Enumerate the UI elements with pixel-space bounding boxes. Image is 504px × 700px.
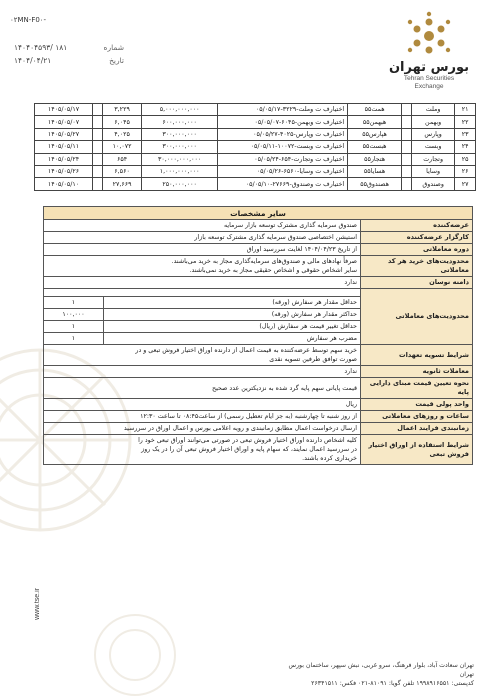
- spacer: [92, 165, 102, 177]
- spacer: [92, 141, 102, 153]
- row-number: ۲۷: [455, 178, 476, 190]
- broker-value: استیشن اختصاصی صندوق سرمایه گذاری مشترک توسعه بازار: [44, 232, 361, 244]
- broker-label: کارگزار عرضه‌کننده: [361, 232, 473, 244]
- row-number: ۲۱: [455, 104, 476, 116]
- spacer: [402, 165, 412, 177]
- logo-english-line-2: Exchange: [414, 83, 444, 90]
- other-specs-table: [43, 206, 473, 465]
- option-code: اختیارف ت وصندوق-۲۷۶۶۹-۰۵/۰۵/۱۰: [218, 178, 348, 190]
- settle-value-line-1: خرید سهم توسط عرضه‌کننده به قیمت اعمال از دارنده اوراق اختیار فروش تبعی و در: [135, 347, 357, 354]
- strike-price: ۶,۰۴۵: [102, 116, 141, 128]
- spacer: [402, 141, 412, 153]
- limit-text: حداکثر مقدار هر سفارش (ورقه): [104, 309, 361, 321]
- number-value: ۱۸۱ /۱۴۰۴۰۴۵۹۳: [14, 43, 68, 52]
- option-symbol: هپارس۵۵: [348, 128, 402, 140]
- underlying-symbol: وبست: [412, 141, 455, 153]
- spacer: [92, 153, 102, 165]
- footer-address: تهران سعادت آباد، بلوار فرهنگ، سرو غربی، نبش سپهر، ساختمان بورس تهران: [288, 662, 474, 678]
- table-row: [35, 178, 476, 190]
- tse-emblem-icon: [403, 10, 455, 58]
- contract-size: ۲۵۰,۰۰۰,۰۰۰: [142, 178, 218, 190]
- currency-label: واحد پولی قیمت: [361, 399, 473, 411]
- underlying-symbol: وتجارت: [412, 153, 455, 165]
- option-code: اختیارف ت وبست-۱۰۰۷۲-۰۵/۰۵/۱۱: [218, 141, 348, 153]
- limit-text: مضرب هر سفارش: [104, 333, 361, 345]
- expiry-date: ۱۴۰۵/۰۵/۲۷: [35, 128, 93, 140]
- expiry-date: ۱۴۰۵/۰۵/۲۶: [35, 165, 93, 177]
- hours-label: ساعات و روزهای معاملاتی: [361, 411, 473, 423]
- spacer: [402, 153, 412, 165]
- limit-text: حداقل مقدار هر سفارش (ورقه): [104, 297, 361, 309]
- table-row: [35, 141, 476, 153]
- expiry-date: ۱۴۰۵/۰۵/۱۷: [35, 104, 93, 116]
- spacer: [402, 178, 412, 190]
- underlying-symbol: وبهمن: [412, 116, 455, 128]
- use-label: شرایط استفاده از اوراق اختیار فروش تبعی: [361, 435, 473, 465]
- contract-size: ۶۰۰,۰۰۰,۰۰۰: [142, 116, 218, 128]
- exercise-label: زمانبندی فرایند اعمال: [361, 423, 473, 435]
- base-price-label: نحوه تعیین قیمت مبنای دارایی پایه: [361, 378, 473, 399]
- expiry-date: ۱۴۰۵/۰۵/۲۴: [35, 153, 93, 165]
- hours-value: از روز شنبه تا چهارشنبه (به جز ایام تعطیل رسمی) از ساعت۰۸:۴۵ تا ساعت ۱۲:۳۰: [44, 411, 361, 423]
- option-code: اختیارف ت وبهمن-۶۰۴۵-۰۵/۰۵/۰۷: [218, 116, 348, 128]
- contract-size: ۳۰,۰۰۰,۰۰۰,۰۰۰: [142, 153, 218, 165]
- option-symbol: همت۵۵: [348, 104, 402, 116]
- use-value-line-3: خریداری کرده باشند.: [302, 455, 357, 462]
- letter-header: [0, 0, 504, 110]
- spacer: [402, 116, 412, 128]
- watermark-ornament-small: [90, 610, 180, 700]
- tick-value: ندارد: [44, 277, 361, 289]
- issuer-label: عرضه‌کننده: [361, 220, 473, 232]
- buyers-value-line-2: سایر اشخاص حقوقی و اشخاص حقیقی مجاز به خرید نمی‌باشند.: [189, 267, 357, 274]
- period-label: دوره معاملاتی: [361, 244, 473, 256]
- contract-size: ۳۰۰,۰۰۰,۰۰۰: [142, 141, 218, 153]
- currency-value: ریال: [44, 399, 361, 411]
- exercise-value: ارسال درخواست اعمال مطابق زمانبندی و رویه اعلامی بورس و اعمال اوراق در سررسید: [44, 423, 361, 435]
- settle-value: [44, 345, 361, 366]
- reference-code: ۰۲MN-F0۰-: [10, 16, 47, 24]
- date-value: ۱۴۰۴/۰۴/۲۱: [14, 56, 52, 65]
- underlying-symbol: وملت: [412, 104, 455, 116]
- underlying-symbol: وپارس: [412, 128, 455, 140]
- contract-size: ۳۰۰,۰۰۰,۰۰۰: [142, 128, 218, 140]
- underlying-symbol: وسایا: [412, 165, 455, 177]
- use-value-line-1: کلیه اشخاص دارنده اوراق اختیار فروش تبعی در صورتی می‌توانند اوراق تبعی خود را: [138, 437, 357, 444]
- date-label: تاریخ: [109, 56, 124, 65]
- table-row: [35, 116, 476, 128]
- website-url: www.tse.ir: [34, 588, 41, 620]
- secondary-value: ندارد: [44, 366, 361, 378]
- limit-text: حداقل تغییر قیمت هر سفارش (ریال): [104, 321, 361, 333]
- buyers-value: [44, 256, 361, 277]
- logo-persian-name: بورس تهران: [388, 60, 470, 75]
- option-symbol: هسایا۵۵: [348, 165, 402, 177]
- expiry-date: ۱۴۰۵/۰۵/۱۰: [35, 178, 93, 190]
- option-symbol: هتجار۵۵: [348, 153, 402, 165]
- strike-price: ۶۵۴: [102, 153, 141, 165]
- option-code: اختیارف ت وسایا-۶۵۶۰-۰۵/۰۵/۲۶: [218, 165, 348, 177]
- row-number: ۲۳: [455, 128, 476, 140]
- row-number: ۲۵: [455, 153, 476, 165]
- limit-value: ۱۰۰,۰۰۰: [44, 309, 104, 321]
- option-code: اختیارف ت وملت-۳۲۲۹-۰۵/۰۵/۱۷: [218, 104, 348, 116]
- table-row: [35, 104, 476, 116]
- strike-price: ۶,۵۶۰: [102, 165, 141, 177]
- buyers-label: محدودیت‌های خرید هر کد معاملاتی: [361, 256, 473, 277]
- option-symbol: هبهمن۵۵: [348, 116, 402, 128]
- instruments-table: [34, 103, 476, 191]
- option-code: اختیارف ت وپارس-۴۰۲۵-۰۵/۰۵/۲۷: [218, 128, 348, 140]
- underlying-symbol: وصندوق: [412, 178, 455, 190]
- option-symbol: هصندوق۵۵: [348, 178, 402, 190]
- option-symbol: هبست۵۵: [348, 141, 402, 153]
- strike-price: ۱۰,۰۷۲: [102, 141, 141, 153]
- limit-value: ۱: [44, 321, 104, 333]
- table-row: [35, 153, 476, 165]
- spacer: [402, 104, 412, 116]
- tse-logo: [384, 10, 474, 105]
- base-price-value: قیمت پایانی سهم پایه گرد شده به نزدیکترین عدد صحیح: [44, 378, 361, 399]
- row-number: ۲۲: [455, 116, 476, 128]
- option-code: اختیارف ت وتجارت-۶۵۴-۰۵/۰۵/۲۴: [218, 153, 348, 165]
- table-row: [35, 165, 476, 177]
- limit-value: ۱: [44, 333, 104, 345]
- row-number: ۲۶: [455, 165, 476, 177]
- spacer: [92, 104, 102, 116]
- spacer: [402, 128, 412, 140]
- letter-meta: [14, 41, 124, 67]
- secondary-label: معاملات ثانویه: [361, 366, 473, 378]
- contract-size: ۱,۰۰۰,۰۰۰,۰۰۰: [142, 165, 218, 177]
- table-row: [35, 128, 476, 140]
- strike-price: ۴,۰۲۵: [102, 128, 141, 140]
- contract-size: ۵,۰۰۰,۰۰۰,۰۰۰: [142, 104, 218, 116]
- spacer: [92, 178, 102, 190]
- expiry-date: ۱۴۰۵/۰۵/۱۱: [35, 141, 93, 153]
- specs-title: سایر مشخصات: [44, 207, 473, 220]
- expiry-date: ۱۴۰۵/۰۵/۰۷: [35, 116, 93, 128]
- use-value-line-2: در سررسید اعمال نمایند، که سهام پایه و اوراق اختیار فروش تبعی آن را در یک روز: [141, 446, 357, 453]
- limits-label: محدودیت‌های معاملاتی: [361, 289, 473, 345]
- logo-english-line-1: Tehran Securities: [403, 75, 455, 82]
- spacer: [92, 116, 102, 128]
- strike-price: ۲۷,۶۶۹: [102, 178, 141, 190]
- tick-label: دامنه نوسان: [361, 277, 473, 289]
- letter-footer: [274, 661, 474, 688]
- row-number: ۲۴: [455, 141, 476, 153]
- footer-contact: کدپستی: ۱۹۹۸۹۱۶۵۵۱ تلفن گویا: ۸۱۰۹۱-۰۲۱ فکس: ۲۶۳۴۱۵۱۱: [311, 680, 474, 687]
- use-value: [44, 435, 361, 465]
- buyers-value-line-1: صرفاً نهادهای مالی و صندوق‌های سرمایه‌گذاری مجاز به خرید می‌باشند.: [171, 258, 357, 265]
- issuer-value: صندوق سرمایه گذاری مشترک توسعه بازار سرمایه: [44, 220, 361, 232]
- strike-price: ۳,۲۲۹: [102, 104, 141, 116]
- settle-label: شرایط تسویه تعهدات: [361, 345, 473, 366]
- settle-value-line-2: صورت توافق طرفین تسویه نقدی: [269, 356, 357, 363]
- period-value: از تاریخ ۱۴۰۴/۰۴/۲۳ لغایت سررسید اوراق: [44, 244, 361, 256]
- limit-value: ۱: [44, 297, 104, 309]
- spacer: [92, 128, 102, 140]
- number-label: شماره: [103, 43, 124, 52]
- limits-spacer: [44, 289, 361, 297]
